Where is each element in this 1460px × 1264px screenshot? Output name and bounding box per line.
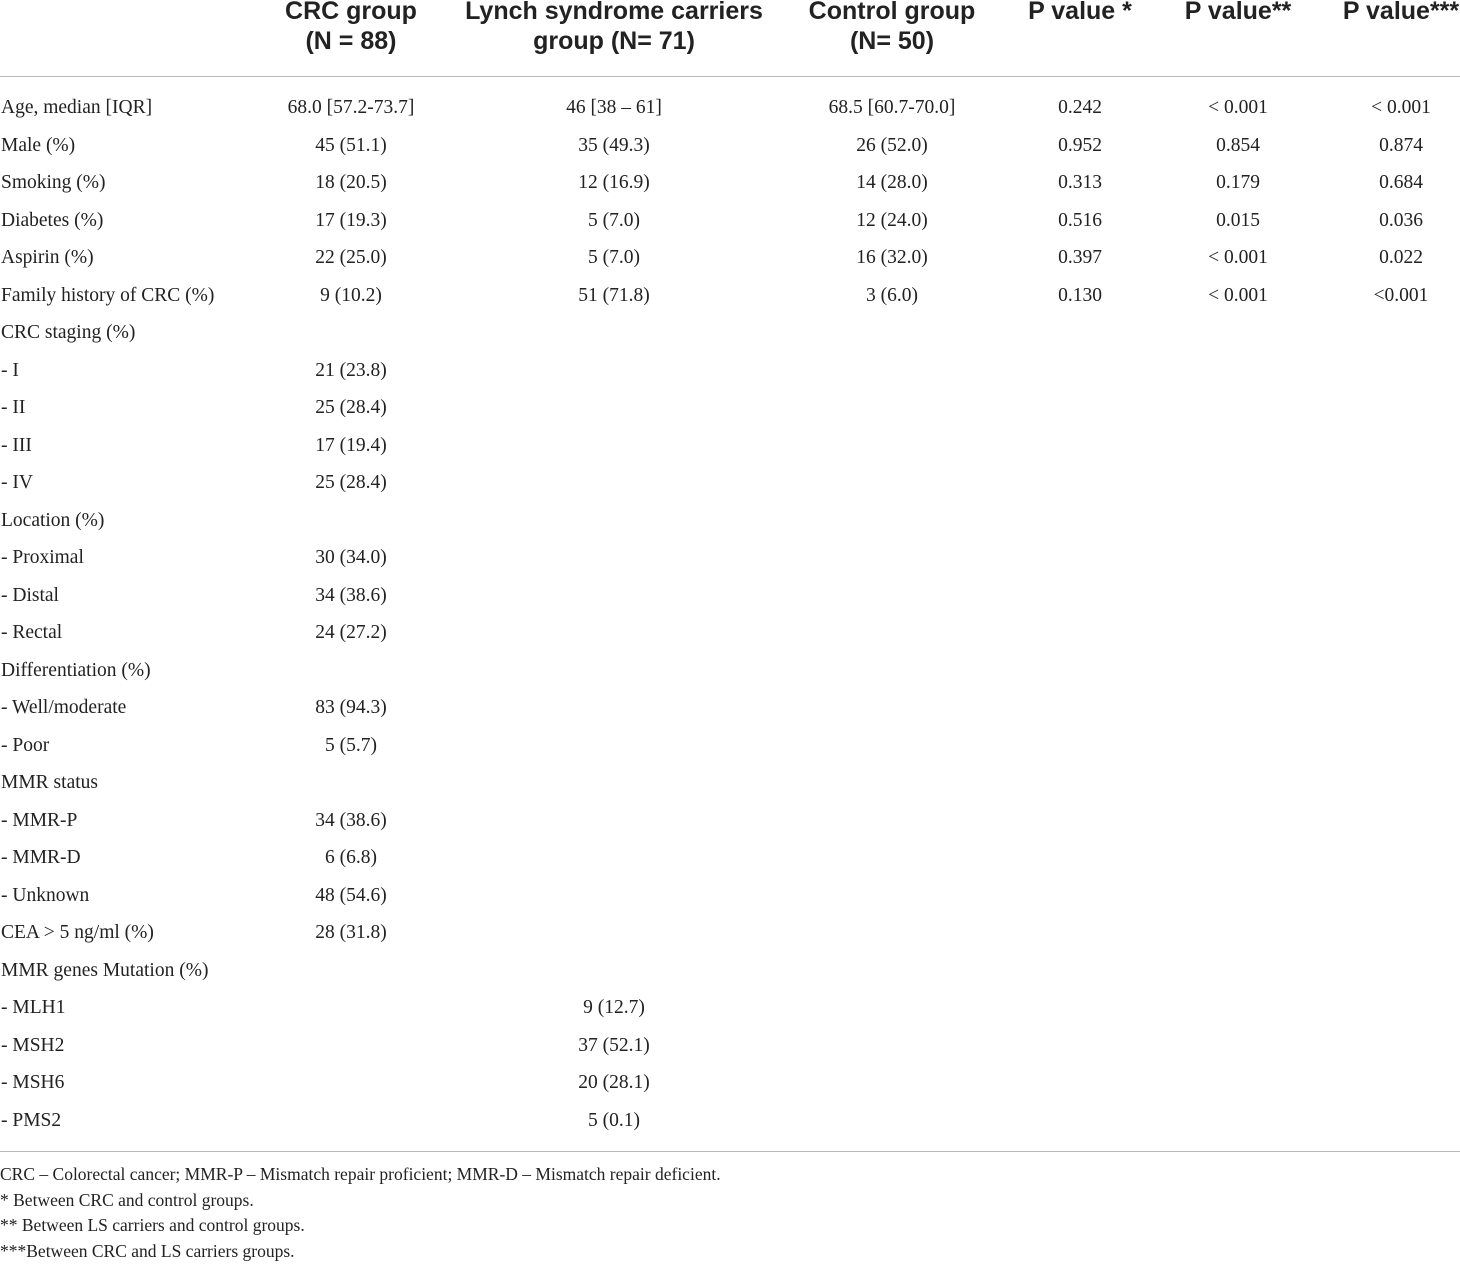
lynch-value: 5 (7.0) (454, 239, 774, 277)
table-row (0, 839, 1460, 877)
crc-value: 68.0 [57.2-73.7] (251, 89, 451, 127)
lynch-value: 20 (28.1) (454, 1064, 774, 1102)
row-label: CRC staging (%) (1, 314, 135, 352)
header-p-value-3 (1326, 0, 1460, 26)
table-row (0, 89, 1460, 127)
header-line: P value** (1158, 0, 1318, 26)
crc-value: 5 (5.7) (251, 727, 451, 765)
table-row (0, 427, 1460, 465)
control-value: 14 (28.0) (772, 164, 1012, 202)
table-row (0, 202, 1460, 240)
header-line: Lynch syndrome carriers (454, 0, 774, 26)
table-row (0, 652, 1460, 690)
crc-value: 17 (19.4) (251, 427, 451, 465)
row-label: - MMR-P (1, 802, 77, 840)
control-value: 3 (6.0) (772, 277, 1012, 315)
footer-rule (0, 1151, 1460, 1152)
table-row (0, 352, 1460, 390)
crc-value: 24 (27.2) (251, 614, 451, 652)
crc-value: 6 (6.8) (251, 839, 451, 877)
p-value-1: 0.242 (1010, 89, 1150, 127)
p-value-1: 0.952 (1010, 127, 1150, 165)
row-label: MMR genes Mutation (%) (1, 952, 208, 990)
table-row (0, 614, 1460, 652)
row-label: - III (1, 427, 32, 465)
p-value-3: <0.001 (1326, 277, 1460, 315)
table-row (0, 914, 1460, 952)
table-header (0, 0, 1460, 76)
p-value-3: 0.036 (1326, 202, 1460, 240)
header-line: (N = 88) (251, 26, 451, 56)
table-row (0, 727, 1460, 765)
row-label: Male (%) (1, 127, 75, 165)
p-value-1: 0.130 (1010, 277, 1150, 315)
row-label: - Proximal (1, 539, 84, 577)
table-row (0, 952, 1460, 990)
lynch-value: 12 (16.9) (454, 164, 774, 202)
crc-value: 34 (38.6) (251, 577, 451, 615)
row-label: MMR status (1, 764, 98, 802)
row-label: Aspirin (%) (1, 239, 94, 277)
crc-value: 28 (31.8) (251, 914, 451, 952)
table-body (0, 89, 1460, 1139)
footnote: ** Between LS carriers and control groups. (0, 1213, 1460, 1239)
p-value-3: < 0.001 (1326, 89, 1460, 127)
row-label: Family history of CRC (%) (1, 277, 214, 315)
table-row (0, 989, 1460, 1027)
p-value-2: < 0.001 (1158, 89, 1318, 127)
row-label: - PMS2 (1, 1102, 61, 1140)
row-label: - Distal (1, 577, 59, 615)
footnote: * Between CRC and control groups. (0, 1188, 1460, 1214)
table-row (0, 277, 1460, 315)
row-label: - MSH2 (1, 1027, 64, 1065)
table-row (0, 502, 1460, 540)
table-row (0, 577, 1460, 615)
crc-value: 45 (51.1) (251, 127, 451, 165)
p-value-3: 0.874 (1326, 127, 1460, 165)
p-value-2: 0.179 (1158, 164, 1318, 202)
crc-value: 18 (20.5) (251, 164, 451, 202)
header-line: group (N= 71) (454, 26, 774, 56)
control-value: 68.5 [60.7-70.0] (772, 89, 1012, 127)
crc-value: 9 (10.2) (251, 277, 451, 315)
crc-value: 83 (94.3) (251, 689, 451, 727)
header-p-value-1 (1010, 0, 1150, 26)
row-label: - MSH6 (1, 1064, 64, 1102)
lynch-value: 37 (52.1) (454, 1027, 774, 1065)
table-row (0, 1027, 1460, 1065)
crc-value: 48 (54.6) (251, 877, 451, 915)
p-value-2: 0.854 (1158, 127, 1318, 165)
header-line: P value*** (1326, 0, 1460, 26)
crc-value: 25 (28.4) (251, 389, 451, 427)
header-lynch-group (454, 0, 774, 56)
table-row (0, 1102, 1460, 1140)
header-p-value-2 (1158, 0, 1318, 26)
header-line: (N= 50) (772, 26, 1012, 56)
row-label: Differentiation (%) (1, 652, 151, 690)
crc-value: 34 (38.6) (251, 802, 451, 840)
table-row (0, 689, 1460, 727)
p-value-1: 0.397 (1010, 239, 1150, 277)
header-rule (0, 76, 1460, 77)
row-label: Location (%) (1, 502, 104, 540)
lynch-value: 51 (71.8) (454, 277, 774, 315)
control-value: 16 (32.0) (772, 239, 1012, 277)
lynch-value: 9 (12.7) (454, 989, 774, 1027)
lynch-value: 35 (49.3) (454, 127, 774, 165)
header-line: CRC group (251, 0, 451, 26)
table-row (0, 127, 1460, 165)
row-label: - II (1, 389, 25, 427)
control-value: 26 (52.0) (772, 127, 1012, 165)
header-line: Control group (772, 0, 1012, 26)
table-row (0, 1064, 1460, 1102)
footnote: ***Between CRC and LS carriers groups. (0, 1239, 1460, 1264)
lynch-value: 5 (0.1) (454, 1102, 774, 1140)
crc-value: 17 (19.3) (251, 202, 451, 240)
row-label: CEA > 5 ng/ml (%) (1, 914, 154, 952)
table-row (0, 464, 1460, 502)
header-control-group (772, 0, 1012, 56)
table-footnotes (0, 1162, 1460, 1264)
footnote: CRC – Colorectal cancer; MMR-P – Mismatch repair proficient; MMR-D – Mismatch repair deficient. (0, 1162, 1460, 1188)
row-label: - Well/moderate (1, 689, 126, 727)
row-label: - MLH1 (1, 989, 65, 1027)
header-line: P value * (1010, 0, 1150, 26)
p-value-2: 0.015 (1158, 202, 1318, 240)
p-value-1: 0.516 (1010, 202, 1150, 240)
table-row (0, 802, 1460, 840)
table-row (0, 164, 1460, 202)
row-label: - MMR-D (1, 839, 81, 877)
header-crc-group (251, 0, 451, 56)
table-row (0, 389, 1460, 427)
crc-value: 25 (28.4) (251, 464, 451, 502)
p-value-3: 0.684 (1326, 164, 1460, 202)
row-label: - IV (1, 464, 33, 502)
row-label: Smoking (%) (1, 164, 106, 202)
p-value-2: < 0.001 (1158, 277, 1318, 315)
lynch-value: 5 (7.0) (454, 202, 774, 240)
row-label: - Poor (1, 727, 49, 765)
p-value-2: < 0.001 (1158, 239, 1318, 277)
row-label: - I (1, 352, 19, 390)
p-value-3: 0.022 (1326, 239, 1460, 277)
row-label: - Unknown (1, 877, 89, 915)
table-row (0, 314, 1460, 352)
row-label: Diabetes (%) (1, 202, 103, 240)
crc-value: 30 (34.0) (251, 539, 451, 577)
lynch-value: 46 [38 – 61] (454, 89, 774, 127)
control-value: 12 (24.0) (772, 202, 1012, 240)
crc-value: 22 (25.0) (251, 239, 451, 277)
row-label: - Rectal (1, 614, 62, 652)
row-label: Age, median [IQR] (1, 89, 152, 127)
table-row (0, 539, 1460, 577)
table-row (0, 239, 1460, 277)
table-row (0, 877, 1460, 915)
p-value-1: 0.313 (1010, 164, 1150, 202)
table-row (0, 764, 1460, 802)
crc-value: 21 (23.8) (251, 352, 451, 390)
